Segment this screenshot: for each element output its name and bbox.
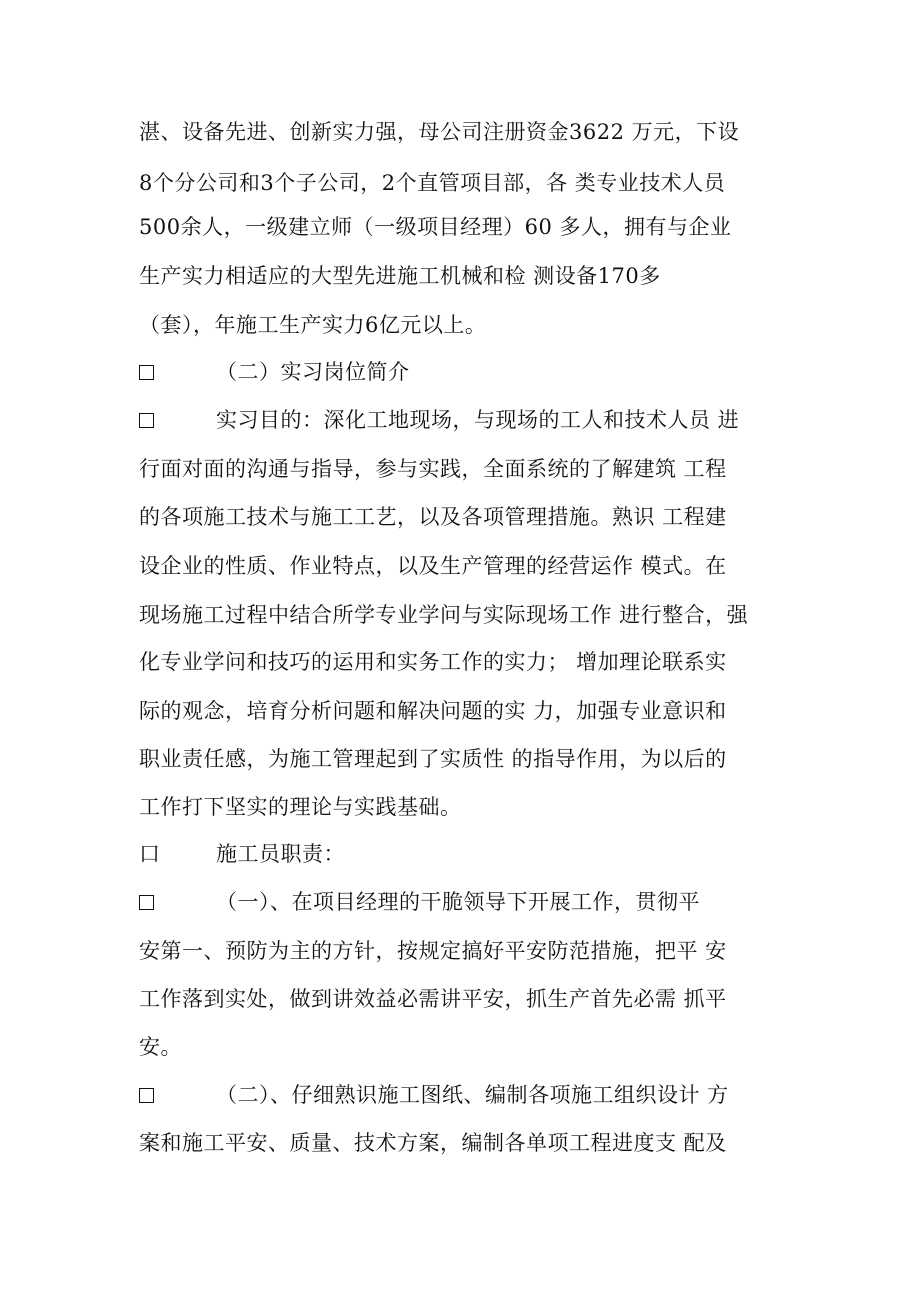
text-line: 湛、设备先进、创新实力强，母公司注册资金3622 万元，下设 bbox=[139, 120, 740, 144]
checkbox-icon bbox=[139, 358, 169, 386]
text-line: 案和施工平安、质量、技术方案，编制各单项工程进度支 配及 bbox=[139, 1131, 727, 1155]
text-line: 际的观念，培育分析问题和解决问题的实 力，加强专业意识和 bbox=[139, 699, 727, 723]
duty-one-first-line: （一）、在项目经理的干脆领导下开展工作，贯彻平 bbox=[216, 890, 700, 914]
text-line: 设企业的性质、作业特点，以及生产管理的经营运作 模式。在 bbox=[139, 554, 727, 578]
duty-two-first-line: （二）、仔细熟识施工图纸、编制各项施工组织设计 方 bbox=[216, 1083, 729, 1107]
text-line: 安第一、预防为主的方针，按规定搞好平安防范措施，把平 安 bbox=[139, 939, 727, 963]
text-line: 现场施工过程中结合所学专业学问与实际现场工作 进行整合，强 bbox=[139, 603, 749, 627]
text-line: 化专业学问和技巧的运用和实务工作的实力； 增加理论联系实 bbox=[139, 650, 727, 674]
checkbox-icon bbox=[139, 1081, 169, 1109]
section-heading: （二）实习岗位简介 bbox=[216, 360, 410, 384]
text-line: （套），年施工生产实力6亿元以上。 bbox=[139, 313, 487, 337]
text-line: 8个分公司和3个子公司，2个直管项目部，各 类专业技术人员 bbox=[139, 171, 726, 195]
purpose-first-line: 实习目的：深化工地现场，与现场的工人和技术人员 进 bbox=[216, 408, 740, 432]
text-line: 生产实力相适应的大型先进施工机械和检 测设备170多 bbox=[139, 264, 661, 288]
duties-mark: 口 bbox=[139, 842, 160, 866]
text-line: 的各项施工技术与施工工艺，以及各项管理措施。熟识 工程建 bbox=[139, 505, 727, 529]
checkbox-icon bbox=[139, 888, 169, 916]
text-line: 工作打下坚实的理论与实践基础。 bbox=[139, 795, 462, 819]
text-line: 职业责任感，为施工管理起到了实质性 的指导作用，为以后的 bbox=[139, 747, 727, 771]
duties-heading: 施工员职责： bbox=[216, 842, 345, 866]
text-line: 工作落到实处，做到讲效益必需讲平安，抓生产首先必需 抓平 bbox=[139, 987, 727, 1011]
text-line: 安。 bbox=[139, 1035, 182, 1059]
text-line: 行面对面的沟通与指导，参与实践，全面系统的了解建筑 工程 bbox=[139, 457, 727, 481]
text-line: 500余人，一级建立师（一级项目经理）60 多人，拥有与企业 bbox=[139, 215, 732, 239]
checkbox-icon bbox=[139, 406, 169, 434]
